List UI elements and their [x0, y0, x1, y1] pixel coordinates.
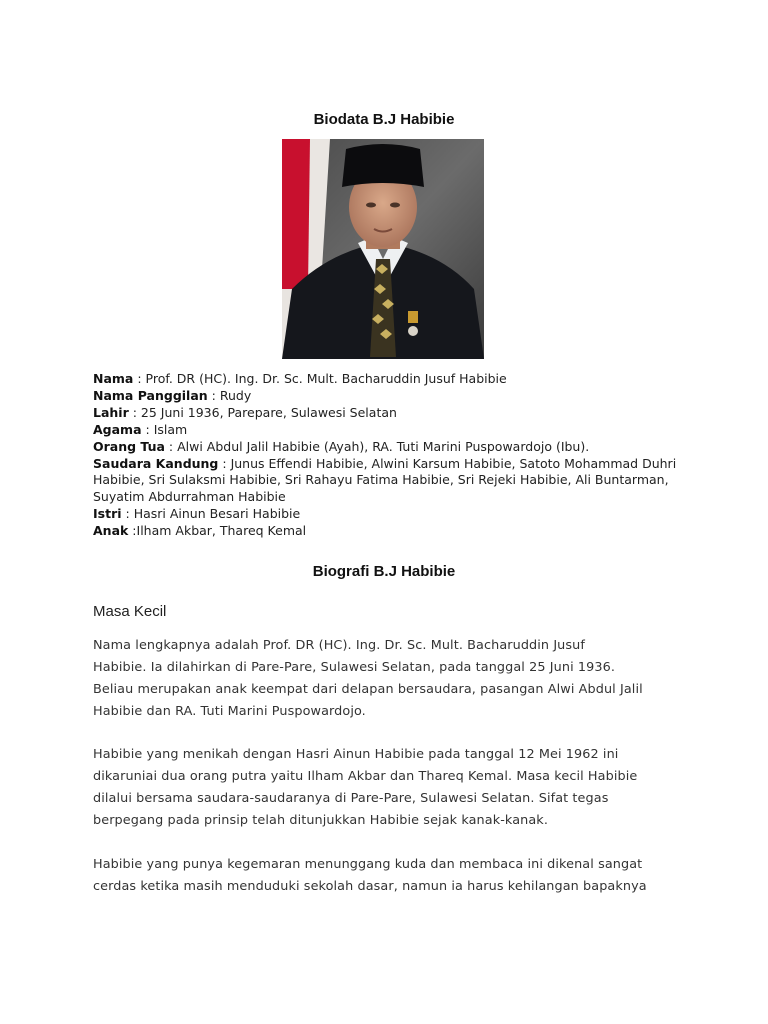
biodata-row-istri: Istri : Hasri Ainun Besari Habibie — [93, 506, 301, 522]
paragraph-line: Habibie. Ia dilahirkan di Pare-Pare, Sulawesi Selatan, pada tanggal 25 Juni 1936. — [93, 660, 616, 675]
paragraph-line: Nama lengkapnya adalah Prof. DR (HC). Ing. Dr. Sc. Mult. Bacharuddin Jusuf — [93, 638, 585, 653]
biodata-row-nama-panggilan: Nama Panggilan : Rudy — [93, 387, 252, 403]
paragraph-line: cerdas ketika masih menduduki sekolah dasar, namun ia harus kehilangan bapaknya — [93, 879, 647, 894]
biodata-list — [93, 371, 683, 540]
paragraph-line: Habibie yang punya kegemaran menunggang kuda dan membaca ini dikenal sangat — [93, 857, 643, 872]
biography-title: Biografi B.J Habibie — [312, 563, 456, 580]
biodata-row-anak: Anak :Ilham Akbar, Thareq Kemal — [93, 523, 307, 539]
biodata-row-agama: Agama : Islam — [93, 421, 188, 437]
paragraph-line: dikaruniai dua orang putra yaitu Ilham Akbar dan Thareq Kemal. Masa kecil Habibie — [93, 769, 638, 784]
paragraph-line: Habibie yang menikah dengan Hasri Ainun Habibie pada tanggal 12 Mei 1962 ini — [93, 747, 619, 762]
page-title: Biodata B.J Habibie — [313, 111, 455, 128]
section-heading: Masa Kecil — [93, 603, 167, 620]
biodata-row-nama: Nama : Prof. DR (HC). Ing. Dr. Sc. Mult. Bacharuddin Jusuf Habibie — [93, 371, 507, 386]
biodata-row-saudara-kandung: Saudara Kandung : Junus Effendi Habibie, Alwini Karsum Habibie, Satoto Mohammad Duhri Habibie, Sri Sulaksmi Habibie, Sri Rahayu Fatima Habibie, Sri Rejeki Habibie, Ali Buntarman, Suyatim Abdurrahman Habibie — [93, 455, 677, 505]
paragraph-line: berpegang pada prinsip telah ditunjukkan Habibie sejak kanak-kanak. — [93, 813, 548, 828]
paragraph — [93, 854, 693, 898]
paragraph-line: dilalui bersama saudara-saudaranya di Pare-Pare, Sulawesi Selatan. Sifat tegas — [93, 791, 609, 806]
paragraph-line: Beliau merupakan anak keempat dari delapan bersaudara, pasangan Alwi Abdul Jalil — [93, 682, 643, 697]
paragraph — [93, 744, 693, 832]
paragraph — [93, 635, 693, 723]
portrait-photo — [282, 139, 484, 359]
biodata-row-orang-tua: Orang Tua : Alwi Abdul Jalil Habibie (Ayah), RA. Tuti Marini Puspowardojo (Ibu). — [93, 438, 590, 454]
paragraph-line: Habibie dan RA. Tuti Marini Puspowardojo. — [93, 704, 366, 719]
biodata-row-lahir: Lahir : 25 Juni 1936, Parepare, Sulawesi Selatan — [93, 404, 397, 420]
